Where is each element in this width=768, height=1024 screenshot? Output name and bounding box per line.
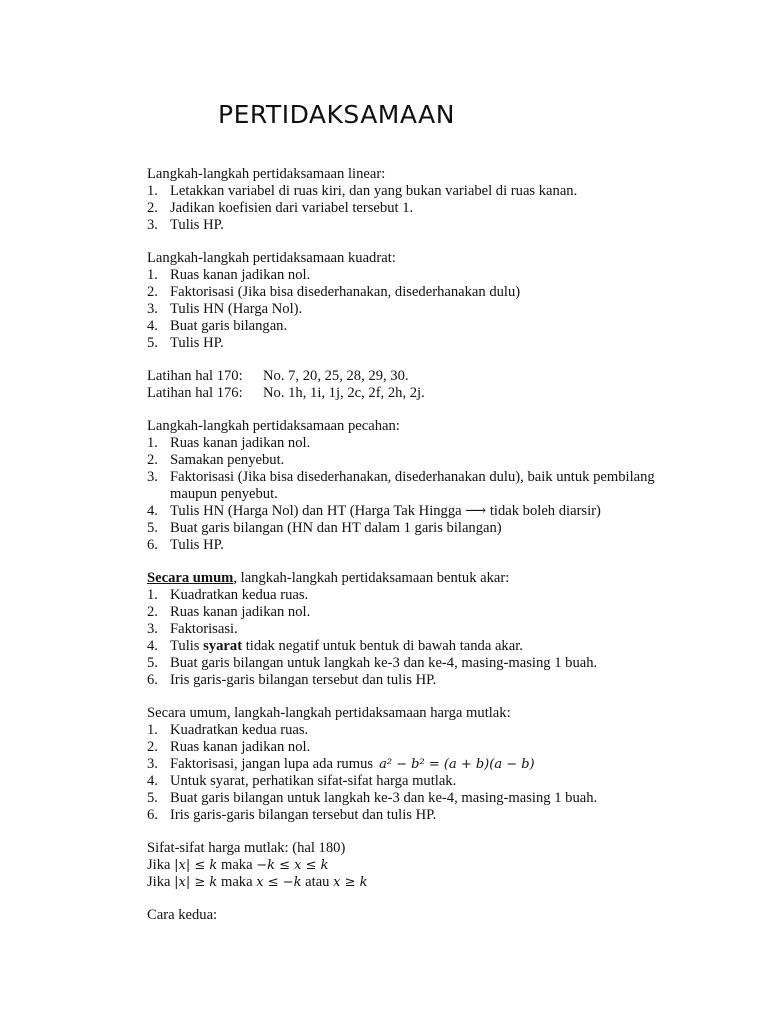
- section-heading: Langkah-langkah pertidaksamaan linear:: [147, 166, 386, 182]
- heading-emphasis: Secara umum: [147, 570, 234, 586]
- list-item: [147, 790, 667, 807]
- item-text: Kuadratkan kedua ruas.: [170, 587, 309, 603]
- item-text: Buat garis bilangan untuk langkah ke-3 dan ke-4, masing-masing 1 buah.: [170, 655, 598, 671]
- maka-word: maka: [220, 874, 253, 890]
- section-sifat: [147, 840, 667, 891]
- item-number: 2.: [147, 452, 158, 468]
- section-akar: [147, 570, 667, 689]
- item-number: 3.: [147, 469, 158, 485]
- section-heading: Sifat-sifat harga mutlak: (hal 180): [147, 840, 346, 856]
- item-text: Faktorisasi (Jika bisa disederhanakan, disederhanakan dulu): [170, 284, 521, 300]
- section-kuadrat: [147, 250, 667, 352]
- latihan-row: [147, 385, 667, 402]
- item-text: Ruas kanan jadikan nol.: [170, 739, 311, 755]
- jika-word: Jika: [147, 874, 171, 890]
- item-text-post: tidak negatif untuk bentuk di bawah tanda akar.: [242, 638, 523, 654]
- section-heading: Langkah-langkah pertidaksamaan pecahan:: [147, 418, 400, 434]
- maka-word: maka: [220, 857, 253, 873]
- section-heading: [147, 570, 667, 587]
- item-number: 1.: [147, 587, 158, 603]
- section-latihan: [147, 368, 667, 402]
- item-number: 5.: [147, 790, 158, 806]
- item-number: 5.: [147, 655, 158, 671]
- list-item: [147, 183, 667, 200]
- item-text: Iris garis-garis bilangan tersebut dan tulis HP.: [170, 807, 437, 823]
- item-text: Tulis HN (Harga Nol) dan HT (Harga Tak Hingga ⟶ tidak boleh diarsir): [170, 503, 601, 519]
- list-item: [147, 335, 667, 352]
- item-number: 5.: [147, 520, 158, 536]
- item-text: Faktorisasi.: [170, 621, 238, 637]
- latihan-value: No. 7, 20, 25, 28, 29, 30.: [263, 368, 409, 384]
- list-item: [147, 503, 667, 520]
- list-item: [147, 284, 667, 301]
- item-number: 1.: [147, 722, 158, 738]
- item-text: Tulis HP.: [170, 335, 224, 351]
- list-item: [147, 318, 667, 335]
- item-number: 4.: [147, 638, 158, 654]
- item-text: Tulis HN (Harga Nol).: [170, 301, 303, 317]
- sifat-line: [147, 874, 667, 891]
- item-number: 3.: [147, 756, 158, 772]
- item-number: 2.: [147, 200, 158, 216]
- condition-formula: |x| ≥ k: [174, 875, 218, 890]
- list-item: [147, 217, 667, 234]
- heading-text: , langkah-langkah pertidaksamaan bentuk akar:: [233, 570, 510, 586]
- item-text: Faktorisasi, jangan lupa ada rumus: [170, 756, 374, 772]
- list-item: [147, 773, 667, 790]
- list-item: [147, 537, 667, 554]
- list-item: [147, 807, 667, 824]
- list-item: [147, 452, 667, 469]
- list-item: [147, 756, 667, 773]
- section-linear: [147, 166, 667, 234]
- item-number: 2.: [147, 604, 158, 620]
- atau-word: atau: [305, 874, 330, 890]
- list-item: [147, 655, 667, 672]
- item-text: Jadikan koefisien dari variabel tersebut 1.: [170, 200, 414, 216]
- item-text: Tulis HP.: [170, 537, 224, 553]
- list-item: [147, 469, 667, 503]
- item-number: 4.: [147, 318, 158, 334]
- item-text: Buat garis bilangan (HN dan HT dalam 1 garis bilangan): [170, 520, 502, 536]
- item-number: 6.: [147, 672, 158, 688]
- list-item: [147, 301, 667, 318]
- section-pecahan: [147, 418, 667, 554]
- item-number: 1.: [147, 183, 158, 199]
- list-item: [147, 722, 667, 739]
- item-text-bold: syarat: [203, 638, 243, 654]
- result-formula-2: x ≥ k: [333, 875, 368, 890]
- latihan-label: Latihan hal 170:: [147, 368, 243, 384]
- item-number: 1.: [147, 267, 158, 283]
- list-item: [147, 267, 667, 284]
- list-item: [147, 435, 667, 452]
- item-number: 1.: [147, 435, 158, 451]
- item-number: 2.: [147, 739, 158, 755]
- item-text: Samakan penyebut.: [170, 452, 285, 468]
- page-title: PERTIDAKSAMAAN: [218, 100, 455, 129]
- item-text-pre: Tulis: [170, 638, 204, 654]
- cara-kedua-heading: Cara kedua:: [147, 907, 218, 923]
- jika-word: Jika: [147, 857, 171, 873]
- list-item: [147, 638, 667, 655]
- item-text: Tulis HP.: [170, 217, 224, 233]
- item-number: 3.: [147, 217, 158, 233]
- list-item: [147, 739, 667, 756]
- item-number: 5.: [147, 335, 158, 351]
- list-item: [147, 672, 667, 689]
- item-text: Kuadratkan kedua ruas.: [170, 722, 309, 738]
- result-formula: −k ≤ x ≤ k: [256, 858, 329, 873]
- document-body: [147, 166, 667, 924]
- item-text: Buat garis bilangan untuk langkah ke-3 dan ke-4, masing-masing 1 buah.: [170, 790, 598, 806]
- item-text: Ruas kanan jadikan nol.: [170, 267, 311, 283]
- list-item: [147, 520, 667, 537]
- item-text: Letakkan variabel di ruas kiri, dan yang bukan variabel di ruas kanan.: [170, 183, 578, 199]
- item-number: 2.: [147, 284, 158, 300]
- section-heading: Secara umum, langkah-langkah pertidaksamaan harga mutlak:: [147, 705, 511, 721]
- item-number: 4.: [147, 503, 158, 519]
- section-mutlak: [147, 705, 667, 824]
- item-number: 3.: [147, 301, 158, 317]
- list-item: [147, 621, 667, 638]
- latihan-row: [147, 368, 667, 385]
- item-number: 3.: [147, 621, 158, 637]
- item-text: Ruas kanan jadikan nol.: [170, 604, 311, 620]
- item-text: Untuk syarat, perhatikan sifat-sifat harga mutlak.: [170, 773, 457, 789]
- section-heading: Langkah-langkah pertidaksamaan kuadrat:: [147, 250, 396, 266]
- latihan-value: No. 1h, 1i, 1j, 2c, 2f, 2h, 2j.: [263, 385, 425, 401]
- list-item: [147, 587, 667, 604]
- list-item: [147, 200, 667, 217]
- item-text: Buat garis bilangan.: [170, 318, 288, 334]
- item-text: Ruas kanan jadikan nol.: [170, 435, 311, 451]
- item-number: 4.: [147, 773, 158, 789]
- list-item: [147, 604, 667, 621]
- item-text: Iris garis-garis bilangan tersebut dan tulis HP.: [170, 672, 437, 688]
- result-formula: x ≤ −k: [256, 875, 302, 890]
- difference-of-squares-formula: a² − b² = (a + b)(a − b): [379, 757, 535, 772]
- condition-formula: |x| ≤ k: [174, 858, 218, 873]
- item-text: Faktorisasi (Jika bisa disederhanakan, disederhanakan dulu), baik untuk pembilang maupun penyebut.: [170, 469, 655, 502]
- sifat-line: [147, 857, 667, 874]
- latihan-label: Latihan hal 176:: [147, 385, 243, 401]
- item-number: 6.: [147, 537, 158, 553]
- item-number: 6.: [147, 807, 158, 823]
